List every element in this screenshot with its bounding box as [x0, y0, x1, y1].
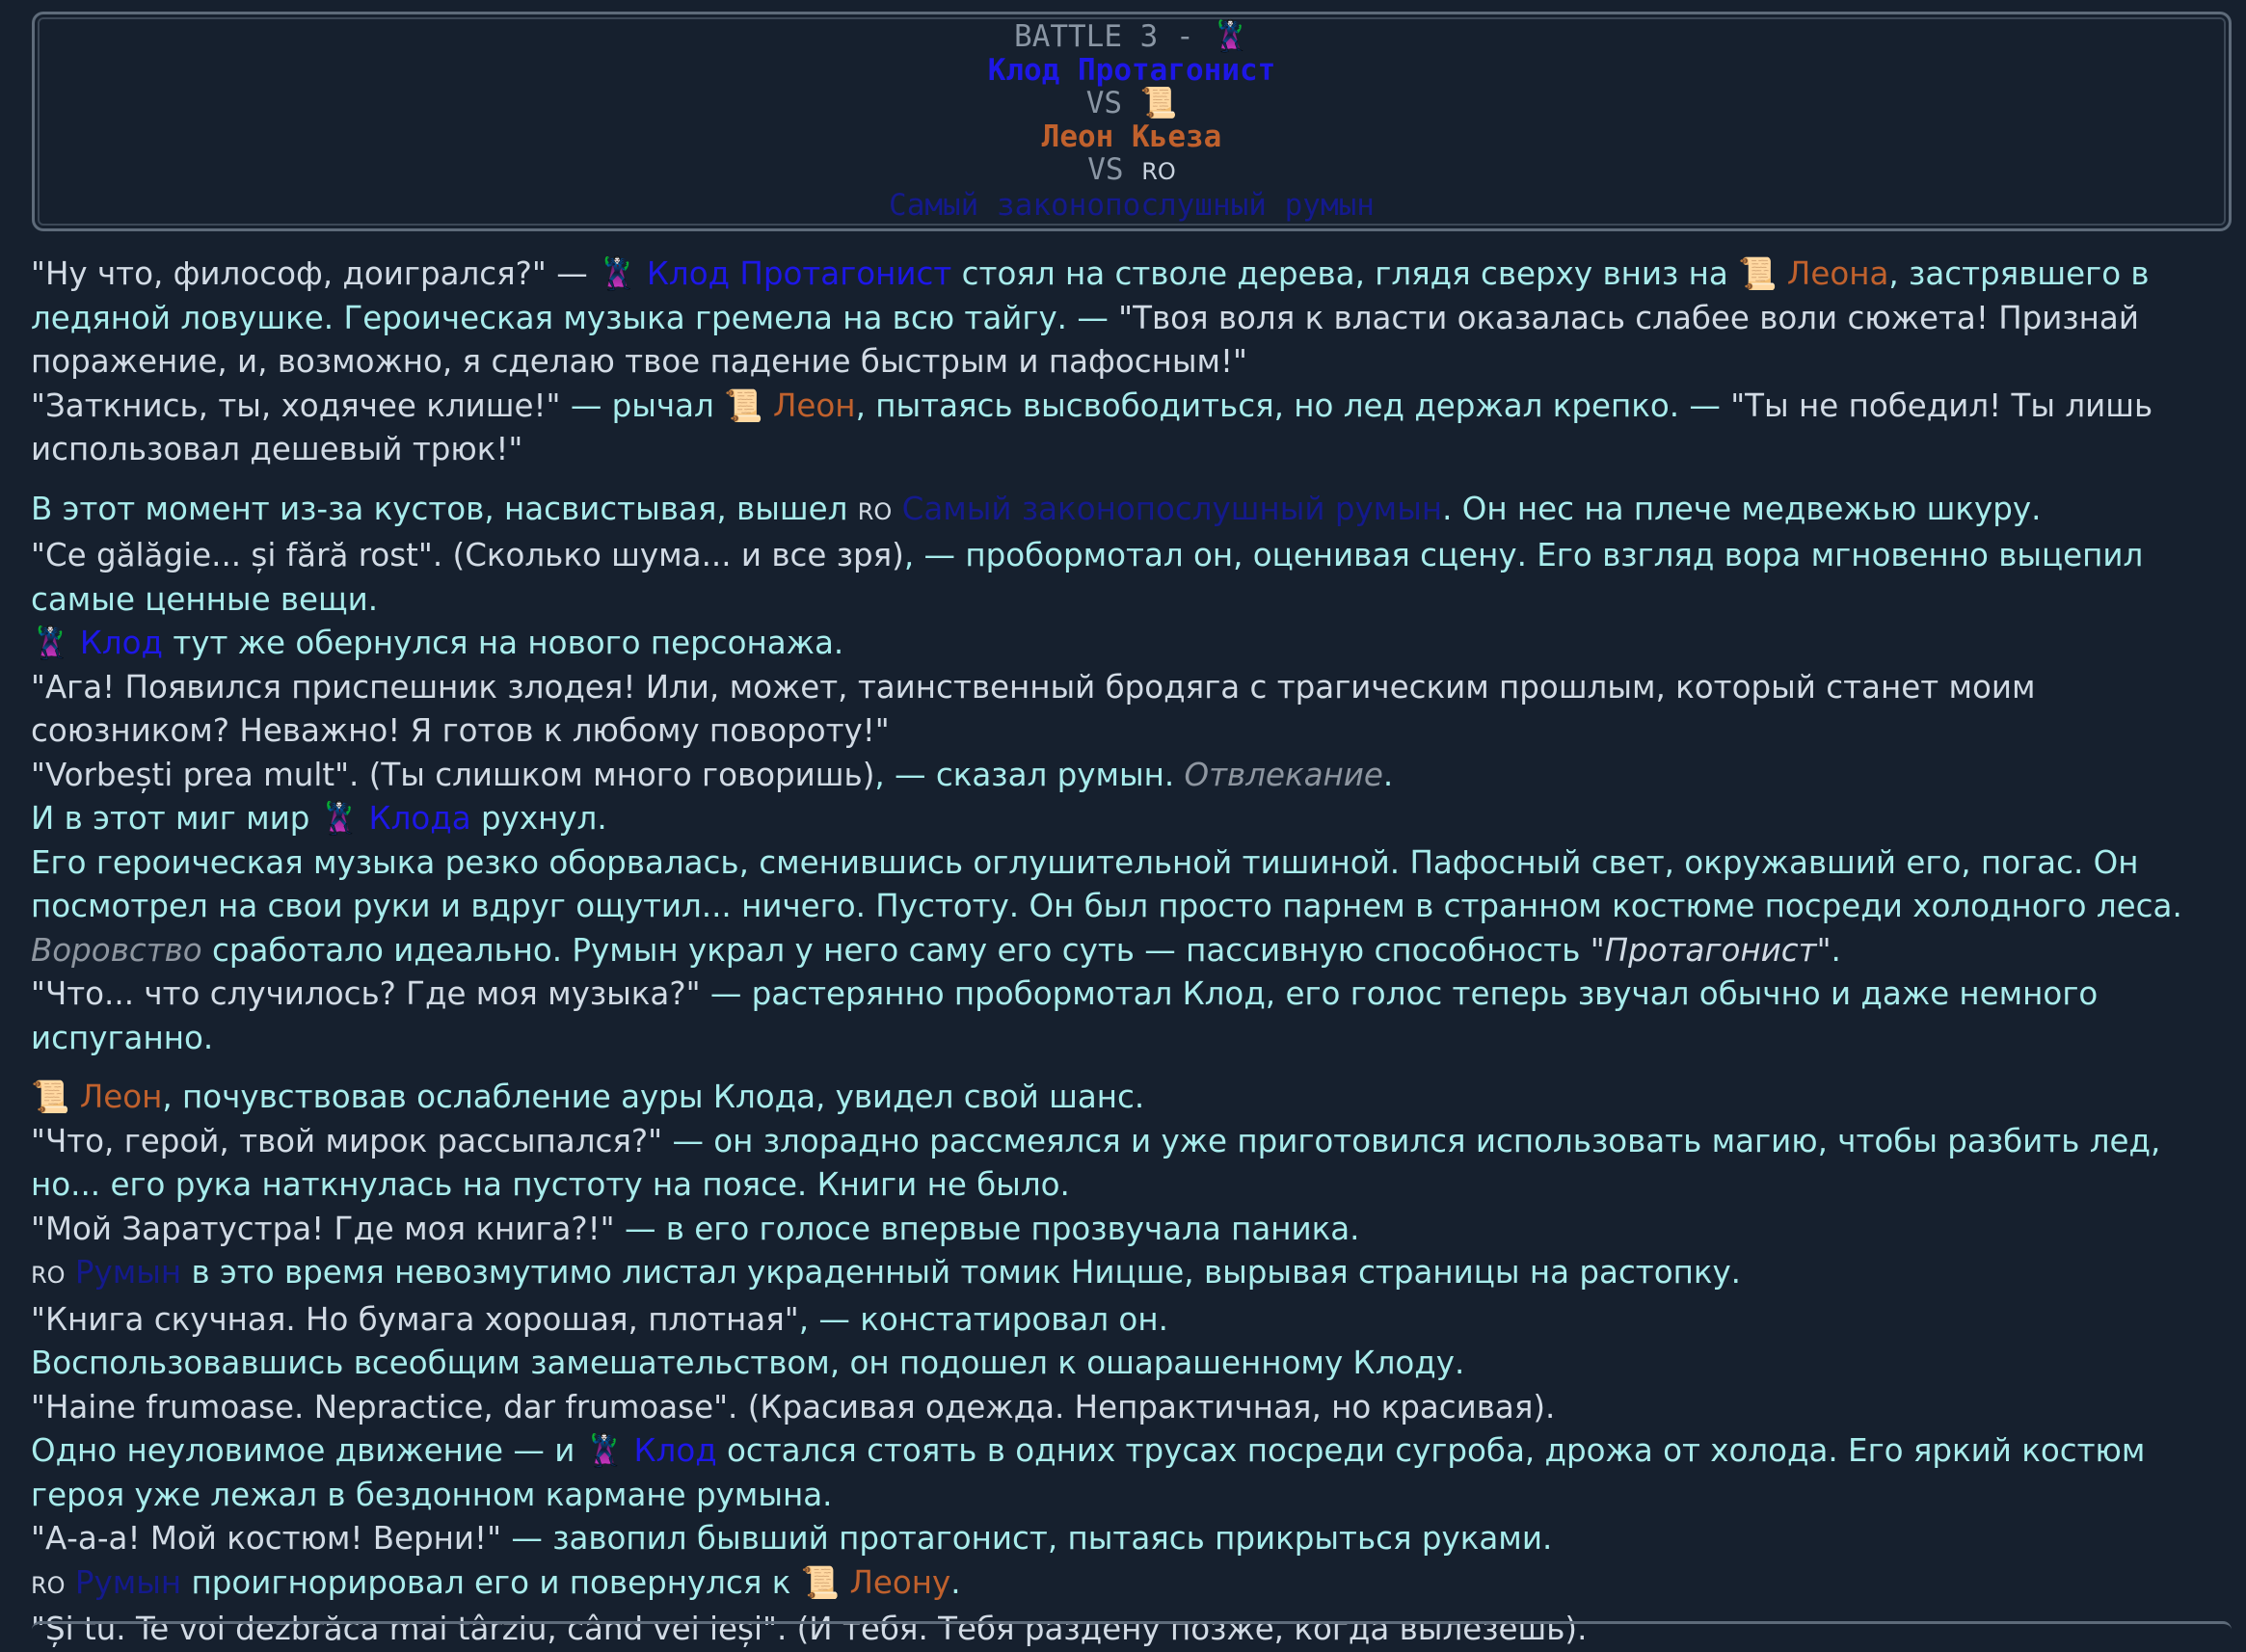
- narration: сработало идеально. Румын украл у него саму его суть — пассивную способность: [201, 931, 1591, 969]
- quote: "Ага! Появился приспешник злодея! Или, может, таинственный бродяга с трагическим прошлым, который станет моим союзником? Неважно! Я готов к любому повороту!": [31, 668, 2036, 749]
- character-name: Леона: [1786, 255, 1889, 292]
- quote: "Ce gălăgie... și fără rost". (Сколько шума... и все зря): [31, 537, 904, 573]
- narration: — он злорадно рассмеялся и уже приготовился использовать магию, чтобы разбить лед, но... его рука наткнулась на пустоту на поясе. Книги не было.: [31, 1122, 2161, 1203]
- scroll-icon: 📜: [1738, 255, 1778, 292]
- story-paragraph: [31, 488, 2238, 535]
- story-paragraph: [31, 841, 2238, 973]
- narration: .: [1382, 756, 1394, 793]
- battle-label: BATTLE 3 -: [1014, 19, 1194, 54]
- narration: Воспользовавшись всеобщим замешательством, он подошел к ошарашенному Клоду.: [31, 1345, 1465, 1381]
- narration: , пытаясь высвободиться, но лед держал крепко. —: [855, 386, 1731, 424]
- narration: , — констатировал он.: [798, 1300, 1168, 1338]
- narration: В этот момент из-за кустов, насвистывая, вышел: [31, 490, 858, 527]
- skill-name: Отвлекание: [1184, 756, 1383, 793]
- character-name: Клод: [79, 625, 164, 661]
- story-paragraph: [31, 534, 2238, 622]
- vs-label: VS: [1087, 152, 1124, 187]
- character-name: Леон: [79, 1079, 163, 1115]
- romania-flag-icon: RO: [31, 1262, 66, 1289]
- narration: тут же обернулся на нового персонажа.: [163, 625, 844, 661]
- next-battle-box-edge: [32, 1621, 2232, 1630]
- character-name: Самый законопослушный румын: [901, 490, 1443, 527]
- narration: , застрявшего в ледяной ловушке. Героическая музыка гремела на всю тайгу. —: [31, 255, 2150, 336]
- scroll-icon: 📜: [724, 386, 763, 424]
- scroll-icon: 📜: [31, 1079, 70, 1115]
- quote: "Și tu. Te voi dezbrăca mai târziu, când vei ieși". (И тебя. Тебя раздену позже, когда вылезешь).: [31, 1611, 1588, 1647]
- fighter1-line: [35, 54, 2229, 88]
- character-name: Леону: [849, 1563, 951, 1601]
- narration: — в его голосе впервые прозвучала паника.: [614, 1210, 1360, 1247]
- battle-story: [31, 253, 2238, 1652]
- narration: проигнорировал его и повернулся к: [181, 1563, 801, 1601]
- quote: "Книга скучная. Но бумага хорошая, плотная": [31, 1300, 799, 1338]
- narration: в это время невозмутимо листал украденный томик Ницше, вырывая страницы на растопку.: [181, 1254, 1742, 1291]
- narration: — рычал: [560, 386, 725, 424]
- supervillain-icon: 🦹: [584, 1432, 625, 1469]
- narration: Одно неуловимое движение — и: [31, 1432, 585, 1469]
- quote: "Ну что, философ, доигрался?" —: [31, 255, 599, 292]
- quote: "Haine frumoase. Nepractice, dar frumoase". (Красивая одежда. Непрактичная, но красивая).: [31, 1388, 1556, 1426]
- story-paragraph: [31, 1561, 2238, 1609]
- supervillain-icon: 🦹: [598, 255, 637, 292]
- narration: Его героическая музыка резко оборвалась, сменившись оглушительной тишиной. Пафосный свет, окружавший его, погас. Он посмотрел на свои руки и вдруг ощутил... ничего. Пустоту. Он был просто парнем в странном костюме посреди холодного леса.: [31, 843, 2182, 924]
- story-paragraph: [31, 797, 2238, 841]
- fighter2-line: [35, 120, 2229, 154]
- story-paragraph: [31, 1517, 2238, 1561]
- quote: "Что, герой, твой мирок рассыпался?": [31, 1122, 663, 1159]
- story-paragraph: [31, 1076, 2238, 1120]
- vs-label: VS: [1085, 86, 1123, 120]
- narration: И в этот миг мир: [31, 800, 320, 837]
- quote: "Мой Заратустра! Где моя книга?!": [31, 1210, 615, 1247]
- story-paragraph: [31, 1386, 2238, 1430]
- story-paragraph: [31, 1298, 2238, 1343]
- character-name: Клод: [633, 1432, 717, 1469]
- quote: "Что... что случилось? Где моя музыка?": [31, 975, 701, 1012]
- character-name: Клод Протагонист: [646, 255, 952, 292]
- narration: — растерянно пробормотал Клод, его голос теперь звучал обычно и даже немного испуганно.: [31, 975, 2099, 1056]
- vs2-line: [35, 153, 2229, 189]
- narration: .: [950, 1563, 961, 1601]
- character-name: Румын: [74, 1254, 182, 1291]
- quote: "Заткнись, ты, ходячее клише!": [31, 386, 561, 424]
- narration: , — пробормотал он, оценивая сцену. Его взгляд вора мгновенно выцепил самые ценные вещи.: [31, 537, 2144, 618]
- passive-name: "Протагонист": [1590, 931, 1832, 969]
- battle-title-line: [35, 20, 2229, 54]
- scroll-icon: 📜: [800, 1563, 841, 1601]
- quote: "А-а-а! Мой костюм! Верни!": [31, 1520, 502, 1557]
- story-paragraph: [31, 754, 2238, 798]
- narration: .: [1831, 931, 1841, 969]
- narration: — завопил бывший протагонист, пытаясь прикрыться руками.: [501, 1520, 1553, 1557]
- scroll-icon: 📜: [1139, 86, 1178, 120]
- story-paragraph: [31, 1120, 2238, 1208]
- quote: "Твоя воля к власти оказалась слабее воли сюжета! Признай поражение, и, возможно, я сделаю твое падение быстрым и пафосным!": [31, 299, 2139, 380]
- supervillain-icon: 🦹: [1212, 19, 1249, 54]
- character-name: Леон: [772, 386, 856, 424]
- story-paragraph: [31, 1251, 2238, 1298]
- narration: рухнул.: [470, 800, 607, 837]
- story-paragraph: [31, 1429, 2238, 1517]
- narration: , почувствовав ослабление ауры Клода, увидел свой шанс.: [162, 1079, 1145, 1115]
- vs1-line: [35, 87, 2229, 120]
- romania-flag-icon: RO: [31, 1571, 66, 1599]
- fighter3-name: Самый законопослушный румын: [889, 187, 1375, 223]
- character-name: Клода: [368, 800, 471, 837]
- story-paragraph: [31, 666, 2238, 754]
- narration: . Он нес на плече медвежью шкуру.: [1442, 490, 2042, 527]
- story-paragraph: [31, 253, 2238, 385]
- fighter3-line: [35, 189, 2229, 223]
- supervillain-icon: 🦹: [319, 800, 360, 837]
- character-name: Румын: [74, 1563, 182, 1601]
- story-paragraph: [31, 1208, 2238, 1252]
- story-paragraph: [31, 973, 2238, 1060]
- supervillain-icon: 🦹: [31, 625, 70, 661]
- quote: "Vorbești prea mult". (Ты слишком много говоришь): [31, 756, 875, 793]
- story-paragraph: [31, 1342, 2238, 1386]
- romania-flag-icon: RO: [1141, 158, 1176, 185]
- skill-name: Воровство: [31, 931, 202, 969]
- narration: остался стоять в одних трусах посреди сугроба, дрожа от холода. Его яркий костюм героя уже лежал в бездонном кармане румына.: [31, 1432, 2146, 1513]
- romania-flag-icon: RO: [857, 497, 893, 525]
- story-paragraph: [31, 385, 2238, 472]
- fighter2-name: Леон Кьеза: [1041, 119, 1222, 154]
- fighter1-name: Клод Протагонист: [987, 52, 1276, 88]
- story-paragraph: [31, 622, 2238, 666]
- battle-header: [32, 12, 2232, 231]
- narration: стоял на стволе дерева, глядя сверху вниз на: [951, 255, 1739, 292]
- quote: "Ты не победил! Ты лишь использовал дешевый трюк!": [31, 386, 2153, 467]
- narration: , — сказал румын.: [874, 756, 1185, 793]
